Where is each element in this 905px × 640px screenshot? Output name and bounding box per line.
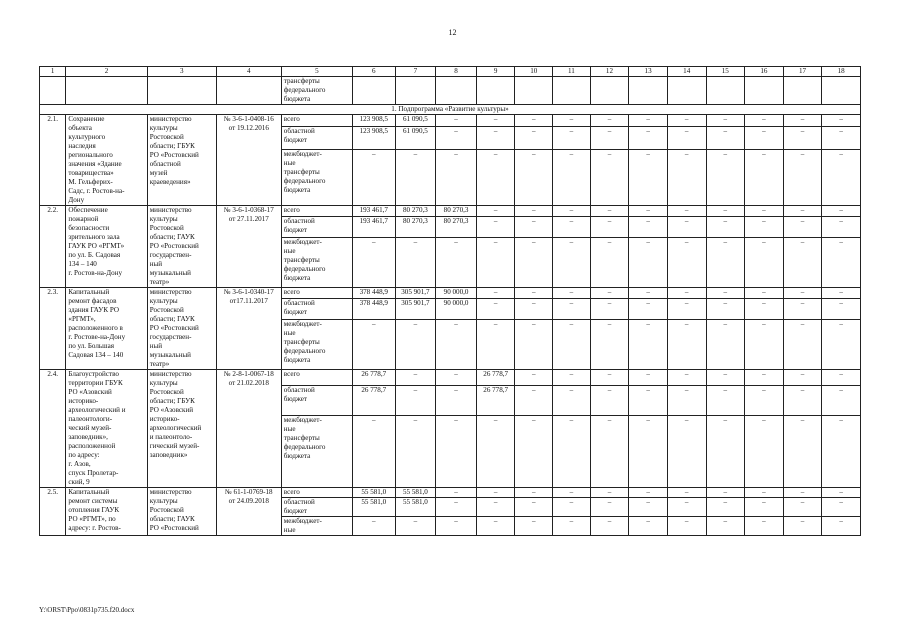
amount-cell: – (476, 488, 515, 498)
column-number: 5 (281, 67, 352, 77)
amount-cell: – (590, 488, 629, 498)
amount-cell: – (553, 237, 591, 287)
funding-source: областной бюджет (281, 385, 352, 415)
responsible-org: министерство культуры Ростовской области; ГБУК РО «Ростовский областной музей краеведения» (147, 115, 216, 206)
amount-cell: – (629, 216, 668, 237)
funding-source: всего (281, 115, 352, 127)
amount-cell: – (436, 498, 477, 517)
column-number-row (40, 67, 861, 77)
funding-source: межбюджет- ные трансферты федерального бюджета (281, 415, 352, 487)
amount-cell: – (629, 206, 668, 217)
file-path-footer: Y:\ORST\Ppo\0831p735.f20.docx (39, 606, 135, 614)
amount-cell: – (553, 385, 591, 415)
column-number: 2 (66, 67, 147, 77)
amount-cell: – (515, 319, 553, 369)
amount-cell: – (706, 216, 745, 237)
amount-cell: – (629, 127, 668, 150)
page-number: 12 (448, 28, 457, 37)
amount-cell: – (553, 415, 591, 487)
amount-cell: – (629, 237, 668, 287)
amount-cell: – (822, 150, 861, 206)
table-row (40, 115, 861, 127)
column-number: 15 (706, 67, 745, 77)
amount-cell: – (745, 237, 784, 287)
amount-cell: – (436, 237, 477, 287)
amount-cell: – (629, 150, 668, 206)
amount-cell: 378 448,9 (352, 298, 395, 319)
amount-cell: – (395, 415, 436, 487)
amount-cell: – (822, 415, 861, 487)
amount-cell: – (667, 150, 706, 206)
amount-cell: – (395, 517, 436, 536)
object-name: Капитальный ремонт системы отопления ГАУК РО «РГМТ», по адресу: г. Ростов- (66, 488, 147, 536)
amount-cell: 193 461,7 (352, 216, 395, 237)
row-number: 2.2. (40, 206, 66, 288)
amount-cell: 80 270,3 (436, 216, 477, 237)
amount-cell: 80 270,3 (395, 206, 436, 217)
amount-cell: – (629, 115, 668, 127)
empty-cell (706, 77, 745, 105)
object-name: Обеспечение пожарной безопасности зрительного зала ГАУК РО «РГМТ» по ул. Б. Садовая 134 – 140 г. Ростов-на-Дону (66, 206, 147, 288)
column-number: 1 (40, 67, 66, 77)
amount-cell: – (515, 127, 553, 150)
amount-cell: – (352, 415, 395, 487)
document-ref: № 2-8-1-0067-18 от 21.02.2018 (216, 370, 281, 488)
funding-source: всего (281, 370, 352, 386)
amount-cell: 123 908,5 (352, 127, 395, 150)
amount-cell: – (476, 298, 515, 319)
row-number: 2.3. (40, 288, 66, 370)
amount-cell: – (822, 370, 861, 386)
amount-cell: – (590, 206, 629, 217)
amount-cell: – (590, 385, 629, 415)
amount-cell: – (395, 319, 436, 369)
amount-cell: – (706, 288, 745, 299)
table-body (40, 67, 861, 536)
amount-cell: – (436, 385, 477, 415)
amount-cell: – (553, 517, 591, 536)
amount-cell: – (590, 298, 629, 319)
responsible-org: министерство культуры Ростовской области; ГАУК РО «Ростовский (147, 488, 216, 536)
amount-cell: – (783, 288, 822, 299)
responsible-org: министерство культуры Ростовской области; ГБУК РО «Азовский историко- археологический и палеонтоло- гический музей- заповедник» (147, 370, 216, 488)
amount-cell: – (590, 517, 629, 536)
document-ref: № 3-6-1-0368-17 от 27.11.2017 (216, 206, 281, 288)
amount-cell: – (436, 115, 477, 127)
funding-source: межбюджет- ные (281, 517, 352, 536)
amount-cell: – (706, 488, 745, 498)
amount-cell: – (822, 127, 861, 150)
amount-cell: – (590, 415, 629, 487)
amount-cell: – (745, 488, 784, 498)
amount-cell: – (822, 517, 861, 536)
object-name: Капитальный ремонт фасадов здания ГАУК РО «РГМТ», расположенного в г. Ростове-на-Дону по ул. Большая Садовая 134 – 140 (66, 288, 147, 370)
empty-cell (629, 77, 668, 105)
amount-cell: – (822, 298, 861, 319)
empty-cell (553, 77, 591, 105)
amount-cell: – (515, 115, 553, 127)
amount-cell: – (667, 127, 706, 150)
amount-cell: – (667, 206, 706, 217)
amount-cell: – (706, 415, 745, 487)
amount-cell: – (783, 488, 822, 498)
amount-cell: – (590, 237, 629, 287)
amount-cell: – (553, 150, 591, 206)
amount-cell: – (590, 288, 629, 299)
amount-cell: – (745, 288, 784, 299)
amount-cell: – (629, 517, 668, 536)
amount-cell: – (822, 288, 861, 299)
amount-cell: – (783, 370, 822, 386)
column-number: 6 (352, 67, 395, 77)
amount-cell: – (783, 206, 822, 217)
amount-cell: – (745, 216, 784, 237)
funding-source: межбюджет- ные трансферты федерального бюджета (281, 319, 352, 369)
row-number: 2.1. (40, 115, 66, 206)
amount-cell: – (667, 498, 706, 517)
continued-row (40, 77, 861, 105)
section-row (40, 105, 861, 115)
amount-cell: – (783, 298, 822, 319)
amount-cell: 90 000,0 (436, 288, 477, 299)
empty-cell (667, 77, 706, 105)
amount-cell: – (515, 370, 553, 386)
amount-cell: – (745, 415, 784, 487)
amount-cell: – (590, 498, 629, 517)
document-ref: № 3-6-1-0408-16 от 19.12.2016 (216, 115, 281, 206)
amount-cell: – (476, 237, 515, 287)
amount-cell: – (436, 488, 477, 498)
amount-cell: – (590, 216, 629, 237)
amount-cell: – (667, 385, 706, 415)
funding-source: всего (281, 488, 352, 498)
amount-cell: – (553, 288, 591, 299)
amount-cell: – (822, 216, 861, 237)
amount-cell: – (706, 237, 745, 287)
object-name: Благоустройство территории ГБУК РО «Азовский историко- археологический и палеонтологи- ческий музей- заповедник», расположенной по адресу: г. Азов, спуск Пролетар- ский, 9 (66, 370, 147, 488)
empty-cell (40, 77, 66, 105)
column-number: 14 (667, 67, 706, 77)
column-number: 13 (629, 67, 668, 77)
amount-cell: – (783, 150, 822, 206)
amount-cell: – (476, 319, 515, 369)
amount-cell: – (745, 150, 784, 206)
amount-cell: – (515, 206, 553, 217)
budget-table (39, 66, 861, 536)
amount-cell: – (352, 237, 395, 287)
table-row (40, 488, 861, 498)
amount-cell: – (436, 150, 477, 206)
amount-cell: – (476, 498, 515, 517)
amount-cell: – (553, 488, 591, 498)
amount-cell: – (515, 415, 553, 487)
amount-cell: – (436, 127, 477, 150)
empty-cell (476, 77, 515, 105)
amount-cell: – (667, 517, 706, 536)
amount-cell: – (745, 370, 784, 386)
amount-cell: – (745, 319, 784, 369)
funding-source: областной бюджет (281, 216, 352, 237)
amount-cell: – (629, 288, 668, 299)
amount-cell: – (515, 237, 553, 287)
amount-cell: – (515, 488, 553, 498)
amount-cell: – (515, 288, 553, 299)
amount-cell: – (706, 115, 745, 127)
empty-cell (436, 77, 477, 105)
amount-cell: – (783, 319, 822, 369)
amount-cell: – (395, 370, 436, 386)
amount-cell: – (476, 517, 515, 536)
funding-source: областной бюджет (281, 498, 352, 517)
amount-cell: – (667, 237, 706, 287)
amount-cell: – (667, 115, 706, 127)
amount-cell: – (706, 206, 745, 217)
empty-cell (822, 77, 861, 105)
amount-cell: – (783, 415, 822, 487)
amount-cell: – (352, 150, 395, 206)
object-name: Сохранение объекта культурного наследия регионального значения «Здание товарищества» М. Гельферих- Садс, г. Ростов-на- Дону (66, 115, 147, 206)
amount-cell: 26 778,7 (476, 385, 515, 415)
amount-cell: 90 000,0 (436, 298, 477, 319)
empty-cell (216, 77, 281, 105)
amount-cell: – (822, 488, 861, 498)
amount-cell: 193 461,7 (352, 206, 395, 217)
amount-cell: – (745, 127, 784, 150)
responsible-org: министерство культуры Ростовской области; ГАУК РО «Ростовский государствен- ный музыкальный театр» (147, 206, 216, 288)
amount-cell: – (629, 415, 668, 487)
funding-source: всего (281, 288, 352, 299)
column-number: 17 (783, 67, 822, 77)
amount-cell: – (515, 498, 553, 517)
amount-cell: – (667, 216, 706, 237)
amount-cell: – (667, 298, 706, 319)
column-number: 16 (745, 67, 784, 77)
amount-cell: – (629, 370, 668, 386)
empty-cell (395, 77, 436, 105)
amount-cell: 61 090,5 (395, 127, 436, 150)
amount-cell: – (706, 150, 745, 206)
amount-cell: – (706, 517, 745, 536)
amount-cell: – (590, 127, 629, 150)
amount-cell: – (590, 115, 629, 127)
amount-cell: – (436, 319, 477, 369)
document-ref: № 3-6-1-0340-17 от17.11.2017 (216, 288, 281, 370)
funding-source: межбюджет- ные трансферты федерального бюджета (281, 237, 352, 287)
amount-cell: – (553, 319, 591, 369)
column-number: 11 (553, 67, 591, 77)
amount-cell: – (745, 206, 784, 217)
amount-cell: 26 778,7 (476, 370, 515, 386)
document-ref: № 61-1-0769-18 от 24.09.2018 (216, 488, 281, 536)
amount-cell: – (629, 498, 668, 517)
funding-source: областной бюджет (281, 298, 352, 319)
column-number: 12 (590, 67, 629, 77)
amount-cell: – (667, 370, 706, 386)
empty-cell (745, 77, 784, 105)
amount-cell: – (476, 216, 515, 237)
amount-cell: – (745, 298, 784, 319)
empty-cell (783, 77, 822, 105)
empty-cell (66, 77, 147, 105)
table-row (40, 206, 861, 217)
empty-cell (515, 77, 553, 105)
empty-cell (147, 77, 216, 105)
amount-cell: – (476, 115, 515, 127)
amount-cell: – (745, 385, 784, 415)
column-number: 4 (216, 67, 281, 77)
amount-cell: – (352, 517, 395, 536)
amount-cell: – (553, 370, 591, 386)
amount-cell: 305 901,7 (395, 288, 436, 299)
empty-cell (590, 77, 629, 105)
amount-cell: 305 901,7 (395, 298, 436, 319)
amount-cell: – (667, 319, 706, 369)
amount-cell: – (352, 319, 395, 369)
amount-cell: – (706, 298, 745, 319)
column-number: 3 (147, 67, 216, 77)
amount-cell: – (553, 298, 591, 319)
amount-cell: 26 778,7 (352, 385, 395, 415)
amount-cell: 61 090,5 (395, 115, 436, 127)
amount-cell: – (706, 498, 745, 517)
amount-cell: – (476, 288, 515, 299)
amount-cell: – (476, 206, 515, 217)
amount-cell: 80 270,3 (436, 206, 477, 217)
amount-cell: – (629, 298, 668, 319)
amount-cell: – (590, 150, 629, 206)
row-number: 2.4. (40, 370, 66, 488)
amount-cell: 55 581,0 (395, 488, 436, 498)
amount-cell: – (553, 127, 591, 150)
amount-cell: – (822, 385, 861, 415)
amount-cell: – (476, 127, 515, 150)
amount-cell: – (436, 517, 477, 536)
amount-cell: – (476, 415, 515, 487)
amount-cell: 123 908,5 (352, 115, 395, 127)
column-number: 8 (436, 67, 477, 77)
amount-cell: – (395, 237, 436, 287)
funding-source: всего (281, 206, 352, 217)
row-number: 2.5. (40, 488, 66, 536)
column-number: 9 (476, 67, 515, 77)
amount-cell: – (706, 370, 745, 386)
amount-cell: – (783, 216, 822, 237)
amount-cell: – (706, 385, 745, 415)
funding-source: областной бюджет (281, 127, 352, 150)
amount-cell: 80 270,3 (395, 216, 436, 237)
amount-cell: – (395, 385, 436, 415)
column-number: 18 (822, 67, 861, 77)
amount-cell: – (395, 150, 436, 206)
table-row (40, 370, 861, 386)
table-row (40, 288, 861, 299)
amount-cell: – (476, 150, 515, 206)
amount-cell: – (553, 216, 591, 237)
amount-cell: – (515, 298, 553, 319)
amount-cell: – (667, 415, 706, 487)
amount-cell: 55 581,0 (352, 488, 395, 498)
amount-cell: – (706, 127, 745, 150)
amount-cell: – (629, 319, 668, 369)
amount-cell: – (515, 216, 553, 237)
amount-cell: – (436, 415, 477, 487)
empty-cell (352, 77, 395, 105)
amount-cell: – (822, 115, 861, 127)
amount-cell: – (629, 488, 668, 498)
amount-cell: – (667, 488, 706, 498)
amount-cell: – (515, 385, 553, 415)
amount-cell: – (436, 370, 477, 386)
responsible-org: министерство культуры Ростовской области; ГАУК РО «Ростовский государствен- ный музыкальный театр» (147, 288, 216, 370)
amount-cell: – (822, 206, 861, 217)
amount-cell: – (590, 370, 629, 386)
amount-cell: – (783, 115, 822, 127)
amount-cell: – (783, 237, 822, 287)
column-number: 7 (395, 67, 436, 77)
amount-cell: – (590, 319, 629, 369)
amount-cell: – (515, 150, 553, 206)
amount-cell: – (822, 319, 861, 369)
amount-cell: – (783, 127, 822, 150)
section-title: 1. Подпрограмма «Развитие культуры» (40, 105, 861, 115)
amount-cell: 378 448,9 (352, 288, 395, 299)
amount-cell: – (667, 288, 706, 299)
amount-cell: 55 581,0 (352, 498, 395, 517)
amount-cell: – (515, 517, 553, 536)
amount-cell: – (783, 498, 822, 517)
amount-cell: – (745, 115, 784, 127)
amount-cell: – (745, 498, 784, 517)
amount-cell: – (822, 237, 861, 287)
amount-cell: – (553, 206, 591, 217)
amount-cell: – (783, 517, 822, 536)
amount-cell: – (553, 498, 591, 517)
continued-type-cell: трансферты федерального бюджета (281, 77, 352, 105)
funding-source: межбюджет- ные трансферты федерального бюджета (281, 150, 352, 206)
amount-cell: – (629, 385, 668, 415)
amount-cell: – (553, 115, 591, 127)
amount-cell: – (822, 498, 861, 517)
column-number: 10 (515, 67, 553, 77)
amount-cell: 55 581,0 (395, 498, 436, 517)
amount-cell: – (783, 385, 822, 415)
amount-cell: 26 778,7 (352, 370, 395, 386)
amount-cell: – (706, 319, 745, 369)
amount-cell: – (745, 517, 784, 536)
